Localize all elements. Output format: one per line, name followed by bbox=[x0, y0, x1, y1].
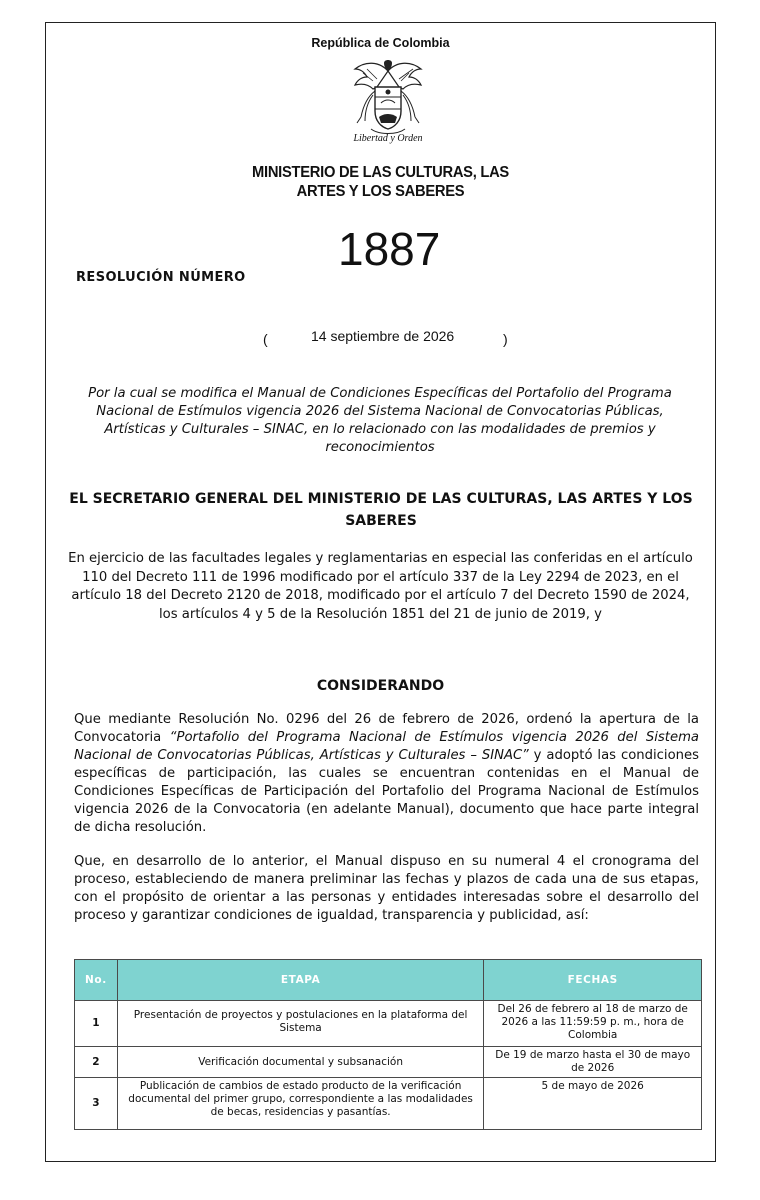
row-etapa: Publicación de cambios de estado producto de la verificación documental del primer grupo, correspondiente a las modalidades de becas, residencias y pasantías. bbox=[117, 1078, 484, 1130]
row-fechas: De 19 de marzo hasta el 30 de mayo de 2026 bbox=[484, 1047, 702, 1078]
row-etapa: Presentación de proyectos y postulaciones en la plataforma del Sistema bbox=[117, 1001, 484, 1047]
ministry-line-2: ARTES Y LOS SABERES bbox=[296, 183, 465, 200]
schedule-table bbox=[74, 959, 702, 1130]
row-etapa: Verificación documental y subsanación bbox=[117, 1047, 484, 1078]
seal-motto: Libertad y Orden bbox=[353, 133, 423, 144]
column-header-no: No. bbox=[75, 960, 118, 1001]
resolution-date: 14 septiembre de 2026 bbox=[311, 328, 455, 344]
table-row bbox=[75, 1001, 702, 1047]
ministry-line-1: MINISTERIO DE LAS CULTURAS, LAS bbox=[252, 164, 509, 181]
row-number: 1 bbox=[75, 1001, 118, 1047]
row-fechas: Del 26 de febrero al 18 de marzo de 2026 a las 11:59:59 p. m., hora de Colombia bbox=[484, 1001, 702, 1047]
row-fechas: 5 de mayo de 2026 bbox=[484, 1078, 702, 1130]
row-number: 3 bbox=[75, 1078, 118, 1130]
row-number: 2 bbox=[75, 1047, 118, 1078]
signer-title: EL SECRETARIO GENERAL DEL MINISTERIO DE LAS CULTURAS, LAS ARTES Y LOS SABERES bbox=[69, 491, 693, 529]
considerando-p1-text-b: y adoptó las condiciones específicas de participación, las cuales se encuentran contenidas en el Manual de Condiciones Específicas de Participación del Portafolio del Programa Nacional de Estímulos vigencia 2026 de la Convocatoria (en adelante Manual), documento que hace parte integral de dicha resolución. bbox=[74, 748, 699, 835]
resolution-number: 1887 bbox=[338, 223, 441, 275]
considerando-heading: CONSIDERANDO bbox=[316, 678, 445, 694]
table-row bbox=[75, 1078, 702, 1130]
date-close-paren: ) bbox=[503, 331, 508, 347]
column-header-fechas: FECHAS bbox=[484, 960, 702, 1001]
considerando-paragraph-1 bbox=[74, 711, 699, 837]
date-open-paren: ( bbox=[263, 331, 268, 347]
considerando-p1-text-a: Que mediante Resolución No. 0296 del 26 de febrero de 2026, ordenó la apertura de la Convocatoria bbox=[74, 712, 699, 745]
considerando-paragraph-2: Que, en desarrollo de lo anterior, el Manual dispuso en su numeral 4 el cronograma del proceso, estableciendo de manera preliminar las fechas y plazos de cada una de sus etapas, con el propósito de orientar a las personas y entidades interesadas sobre el desarrollo del proceso y garantizar condiciones de igualdad, transparencia y publicidad, así: bbox=[74, 854, 699, 923]
resolution-summary: Por la cual se modifica el Manual de Condiciones Específicas del Portafolio del Programa Nacional de Estímulos vigencia 2026 del Sistema Nacional de Convocatorias Públicas, Artísticas y Culturales – SINAC, en lo relacionado con las modalidades de premios y reconocimientos bbox=[88, 386, 672, 455]
table-row bbox=[75, 1047, 702, 1078]
ministry-name bbox=[72, 163, 689, 201]
table-header-row bbox=[75, 960, 702, 1001]
country-name: República de Colombia bbox=[311, 36, 450, 50]
authority-paragraph: En ejercicio de las facultades legales y reglamentarias en especial las conferidas en el artículo 110 del Decreto 111 de 1996 modificado por el artículo 337 de la Ley 2294 de 2023, en el artículo 18 del Decreto 2120 de 2018, modificado por el artículo 7 del Decreto 1590 de 2024, los artículos 4 y 5 de la Resolución 1851 del 21 de junio de 2019, y bbox=[68, 551, 693, 622]
considerando-p1-italic-title: “Portafolio del Programa Nacional de Estímulos vigencia 2026 del Sistema Nacional de Convocatorias Públicas, Artísticas y Culturales – SINAC” bbox=[74, 730, 700, 763]
resolution-label: RESOLUCIÓN NÚMERO bbox=[76, 270, 246, 285]
column-header-etapa: ETAPA bbox=[117, 960, 484, 1001]
